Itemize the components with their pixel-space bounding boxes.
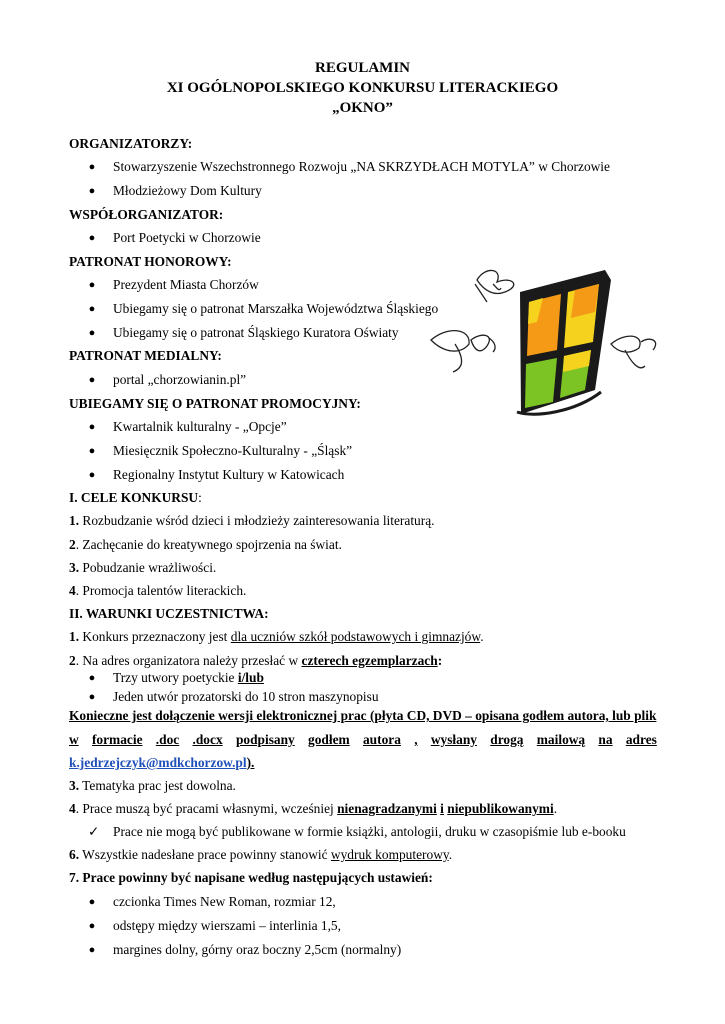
sub-item-underlined: i/lub — [237, 670, 264, 685]
condition-4 — [69, 800, 557, 818]
sub-item-text: Trzy utwory poetyckie — [113, 670, 238, 685]
goal-num: 2 — [69, 537, 76, 552]
electronic-version-line1: Konieczne jest dołączenie wersji elektronicznej prac (płyta CD, DVD – opisana godłem autora, lub plik — [69, 708, 657, 723]
justified-word: w — [69, 732, 79, 747]
goal-text: . Zachęcanie do kreatywnego spojrzenia na świat. — [75, 537, 342, 552]
bullet-icon: ● — [88, 374, 96, 386]
justified-word: formacie — [91, 732, 143, 747]
butterfly-icon — [611, 336, 656, 368]
doc-title-line1: REGULAMIN — [314, 60, 410, 76]
bullet-icon: ● — [88, 232, 96, 244]
bullet-icon: ● — [88, 920, 96, 932]
email-line — [69, 754, 254, 772]
condition-end: . — [553, 801, 558, 816]
condition-num: 1. — [69, 629, 80, 644]
condition-underlined: nienagradzanymi — [337, 801, 437, 816]
bullet-icon: ● — [88, 421, 96, 433]
organizer-item: Młodzieżowy Dom Kultury — [113, 183, 262, 198]
butterfly-icon — [431, 331, 495, 372]
condition-sub-item — [113, 669, 264, 687]
setting-item: czcionka Times New Roman, rozmiar 12, — [113, 894, 336, 909]
goals-heading-text: I. CELE KONKURSU — [69, 490, 199, 505]
goal-item — [69, 512, 435, 530]
conditions-heading: II. WARUNKI UCZESTNICTWA: — [69, 606, 269, 621]
justified-word: autora — [362, 732, 401, 747]
goal-text: . Promocja talentów literackich. — [75, 583, 247, 598]
condition-underlined: i — [440, 801, 444, 816]
condition-text: . Prace muszą być pracami własnymi, wcześniej — [75, 801, 338, 816]
condition-end: . — [480, 629, 484, 644]
condition-num: 2 — [69, 653, 76, 668]
bullet-icon: ● — [88, 672, 96, 684]
honorary-item: Prezydent Miasta Chorzów — [113, 277, 259, 292]
condition-2 — [69, 652, 442, 670]
doc-title-line3: „OKNO” — [332, 100, 393, 116]
goals-heading-colon: : — [198, 490, 202, 505]
media-heading: PATRONAT MEDIALNY: — [69, 348, 222, 363]
justified-word: drogą — [490, 732, 524, 747]
goal-item — [69, 559, 216, 577]
organizer-item: Stowarzyszenie Wszechstronnego Rozwoju „NA SKRZYDŁACH MOTYLA” w Chorzowie — [113, 159, 610, 174]
condition-text: Tematyka prac jest dowolna. — [79, 778, 236, 793]
justified-word: .docx — [192, 732, 223, 747]
condition-1 — [69, 628, 484, 646]
email-line-end: ). — [246, 755, 255, 770]
bullet-icon: ● — [88, 185, 96, 197]
bullet-icon: ● — [88, 279, 96, 291]
justified-word: godłem — [308, 732, 350, 747]
justified-word: na — [598, 732, 613, 747]
promo-item: Miesięcznik Społeczno-Kulturalny - „Śląsk” — [113, 443, 353, 458]
justified-word: adres — [625, 732, 657, 747]
promo-item: Regionalny Instytut Kultury w Katowicach — [113, 467, 345, 482]
condition-end: : — [437, 653, 443, 668]
condition-underlined: wydruk komputerowy — [330, 847, 449, 862]
condition-end: . — [448, 847, 453, 862]
electronic-version-line2 — [69, 731, 657, 749]
justified-word: , — [414, 732, 418, 747]
goals-heading — [69, 489, 202, 507]
honorary-item: Ubiegamy się o patronat Marszałka Województwa Śląskiego — [113, 301, 439, 316]
window-with-butterflies-logo — [425, 262, 665, 432]
condition-num: 4 — [69, 801, 76, 816]
justified-word: .doc — [155, 732, 180, 747]
goal-text: Pobudzanie wrażliwości. — [79, 560, 217, 575]
bullet-icon: ● — [88, 691, 96, 703]
justified-word: wysłany — [430, 732, 477, 747]
coorganizer-heading: WSPÓŁORGANIZATOR: — [69, 207, 224, 222]
condition-underlined: dla uczniów szkół podstawowych i gimnazjów — [230, 629, 481, 644]
check-mark-icon: ✓ — [88, 824, 100, 839]
condition-7: 7. Prace powinny być napisane według następujących ustawień: — [69, 870, 433, 885]
honorary-item: Ubiegamy się o patronat Śląskiego Kuratora Oświaty — [113, 325, 399, 340]
condition-sub-item: Jeden utwór prozatorski do 10 stron maszynopisu — [113, 689, 379, 704]
goal-text: Rozbudzanie wśród dzieci i młodzieży zainteresowania literaturą. — [79, 513, 435, 528]
goal-item — [69, 536, 342, 554]
justified-word: podpisany — [235, 732, 295, 747]
setting-item: odstępy między wierszami – interlinia 1,5, — [113, 918, 341, 933]
promo-item: Kwartalnik kulturalny - „Opcje” — [113, 419, 287, 434]
condition-text: Wszystkie nadesłane prace powinny stanowić — [79, 847, 331, 862]
condition-text: Konkurs przeznaczony jest — [79, 629, 231, 644]
promo-heading: UBIEGAMY SIĘ O PATRONAT PROMOCYJNY: — [69, 396, 361, 411]
condition-num: 6. — [69, 847, 80, 862]
condition-underlined: czterech egzemplarzach — [301, 653, 438, 668]
goal-num: 3. — [69, 560, 80, 575]
bullet-icon: ● — [88, 303, 96, 315]
condition-underlined: niepublikowanymi — [447, 801, 554, 816]
bullet-icon: ● — [88, 161, 96, 173]
condition-6 — [69, 846, 452, 864]
justified-word: mailową — [536, 732, 586, 747]
window-icon — [517, 270, 611, 414]
condition-text: . Na adres organizatora należy przesłać w — [75, 653, 302, 668]
doc-title-line2: XI OGÓLNOPOLSKIEGO KONKURSU LITERACKIEGO — [166, 80, 559, 96]
media-item: portal „chorzowianin.pl” — [113, 372, 247, 387]
bullet-icon: ● — [88, 896, 96, 908]
bullet-icon: ● — [88, 327, 96, 339]
butterfly-icon — [475, 270, 514, 302]
setting-item: margines dolny, górny oraz boczny 2,5cm (normalny) — [113, 942, 402, 957]
condition-3 — [69, 777, 236, 795]
bullet-icon: ● — [88, 944, 96, 956]
goal-item — [69, 582, 246, 600]
bullet-icon: ● — [88, 469, 96, 481]
goal-num: 4 — [69, 583, 76, 598]
honorary-heading: PATRONAT HONOROWY: — [69, 254, 232, 269]
coorganizer-item: Port Poetycki w Chorzowie — [113, 230, 261, 245]
goal-num: 1. — [69, 513, 80, 528]
bullet-icon: ● — [88, 445, 96, 457]
email-link[interactable]: k.jedrzejczyk@mdkchorzow.pl — [69, 755, 247, 770]
condition-num: 3. — [69, 778, 80, 793]
condition-check-item: Prace nie mogą być publikowane w formie książki, antologii, druku w czasopiśmie lub e-booku — [113, 824, 626, 839]
organizers-heading: ORGANIZATORZY: — [69, 136, 193, 151]
